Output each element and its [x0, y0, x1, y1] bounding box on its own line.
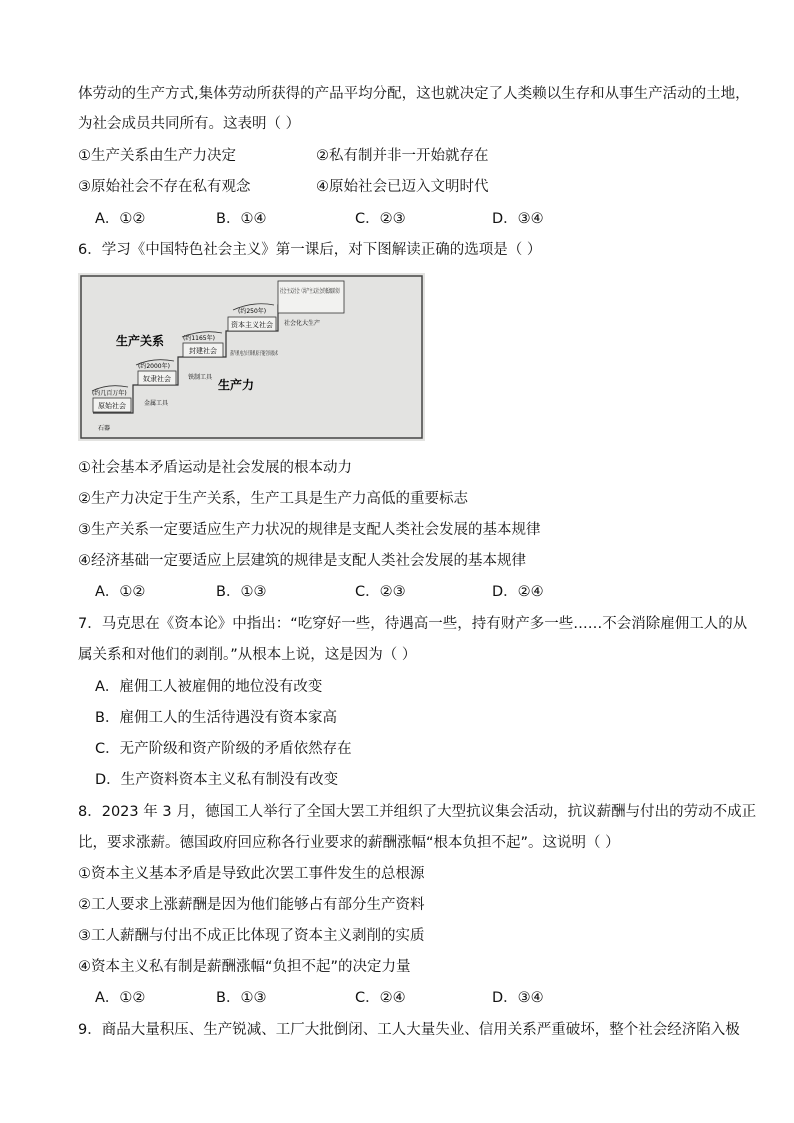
- tool-modern: 蒸汽机电力计算机原子能空间技术: [230, 351, 313, 357]
- stage-box-socialist: [278, 281, 395, 313]
- q5-option-b: B．①④: [216, 211, 267, 227]
- q6-statement-1: ①社会基本矛盾运动是社会发展的根本动力: [78, 460, 352, 476]
- q8-statement-2: ②工人要求上涨薪酬是因为他们能够占有部分生产资料: [78, 897, 425, 913]
- q6-option-b: B．①③: [216, 584, 267, 600]
- stage-label-primitive: 原始社会: [98, 402, 126, 410]
- q6-staircase-figure: [78, 273, 425, 441]
- q8-option-c: C．②④: [355, 990, 406, 1006]
- q8-statement-4: ④资本主义私有制是薪酬涨幅“负担不起”的决定力量: [78, 959, 411, 975]
- q7-stem-line1: 7．马克思在《资本论》中指出：“吃穿好一些，待遇高一些，持有财产多一些……不会消除雇佣工人的从: [78, 616, 748, 632]
- q8-statement-3: ③工人薪酬与付出不成正比体现了资本主义剥削的实质: [78, 928, 425, 944]
- q8-statement-1: ①资本主义基本矛盾是导致此次罢工事件发生的总根源: [78, 866, 425, 882]
- q6-statement-4: ④经济基础一定要适应上层建筑的规律是支配人类社会发展的基本规律: [78, 553, 526, 569]
- duration-slave: (约2000年): [138, 363, 170, 370]
- tool-socialized: 社会化大生产: [284, 320, 321, 327]
- q7-option-d: D．生产资料资本主义私有制没有改变: [95, 772, 339, 788]
- q5-statement-2: ②私有制并非一开始就存在: [316, 148, 489, 164]
- duration-primitive: (约几百万年): [92, 390, 127, 397]
- duration-capitalist: (约250年): [238, 308, 267, 315]
- stage-box-slave: [138, 371, 176, 385]
- stage-box-capitalist: [228, 317, 276, 331]
- q6-option-a: A．①②: [95, 584, 146, 600]
- tool-metal: 金属工具: [144, 400, 169, 407]
- q6-option-d: D．②④: [492, 584, 544, 600]
- q7-option-b: B．雇佣工人的生活待遇没有资本家高: [95, 710, 337, 726]
- q5-statement-3: ③原始社会不存在私有观念: [78, 179, 251, 195]
- q7-stem-line2: 属关系和对他们的剥削。”从根本上说，这是因为（ ）: [78, 647, 417, 663]
- stage-label-capitalist: 资本主义社会: [231, 321, 273, 329]
- stage-label-slave: 奴隶社会: [143, 375, 171, 383]
- q5-option-d: D．③④: [492, 211, 544, 227]
- stage-label-socialist: 社会主义社会（共产主义社会的低级阶段）: [280, 288, 395, 295]
- q8-stem-line2: 比，要求涨薪。德国政府回应称各行业要求的薪酬涨幅“根本负担不起”。这说明（ ）: [78, 835, 620, 851]
- q8-option-b: B．①③: [216, 990, 267, 1006]
- q8-option-d: D．③④: [492, 990, 544, 1006]
- q5-statement-4: ④原始社会已迈入文明时代: [316, 179, 489, 195]
- q5-statement-1: ①生产关系由生产力决定: [78, 148, 236, 164]
- q5-stem-line1: 体劳动的生产方式,集体劳动所获得的产品平均分配，这也就决定了人类赖以生存和从事生产活动的土地，: [78, 86, 750, 102]
- stage-label-feudal: 封建社会: [189, 347, 217, 355]
- tool-iron: 铁制工具: [188, 374, 213, 381]
- stage-box-feudal: [183, 343, 223, 357]
- q8-option-a: A．①②: [95, 990, 146, 1006]
- duration-feudal: (约1165年): [183, 335, 215, 342]
- q6-stem: 6．学习《中国特色社会主义》第一课后，对下图解读正确的选项是（ ）: [78, 242, 542, 258]
- q6-option-c: C．②③: [355, 584, 406, 600]
- stage-box-primitive: [93, 398, 131, 412]
- tool-stone: 石器: [98, 425, 111, 432]
- q8-stem-line1: 8．2023 年 3 月，德国工人举行了全国大罢工并组织了大型抗议集会活动，抗议薪酬与付出的劳动不成正: [78, 804, 757, 820]
- q5-stem-line2: 为社会成员共同所有。这表明（ ）: [78, 116, 301, 132]
- q5-option-c: C．②③: [355, 211, 406, 227]
- q6-statement-3: ③生产关系一定要适应生产力状况的规律是支配人类社会发展的基本规律: [78, 522, 541, 538]
- q7-option-a: A．雇佣工人被雇佣的地位没有改变: [95, 679, 323, 695]
- q9-stem-line1: 9．商品大量积压、生产锐减、工厂大批倒闭、工人大量失业、信用关系严重破坏，整个社会经济陷入极: [78, 1022, 740, 1038]
- productive-forces-label: 生产力: [218, 378, 255, 392]
- q5-option-a: A．①②: [95, 211, 146, 227]
- q7-option-c: C．无产阶级和资产阶级的矛盾依然存在: [95, 741, 352, 757]
- q6-statement-2: ②生产力决定于生产关系，生产工具是生产力高低的重要标志: [78, 491, 468, 507]
- production-relations-label: 生产关系: [116, 334, 165, 348]
